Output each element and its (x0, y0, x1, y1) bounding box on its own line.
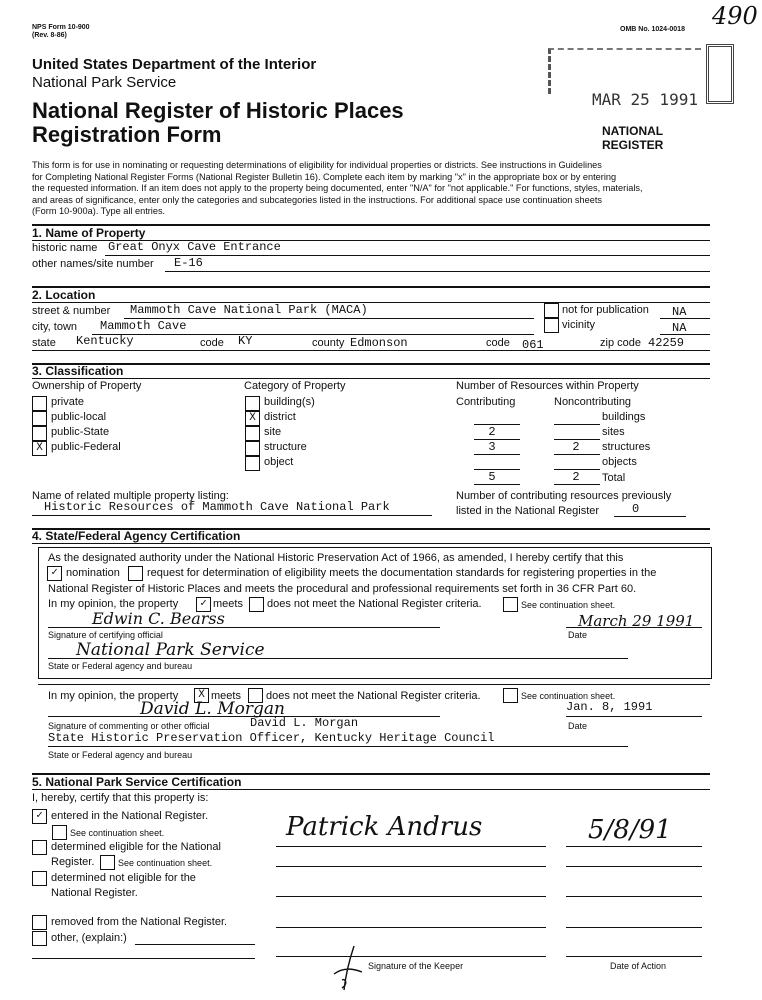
category-district-checkbox[interactable]: X (245, 411, 260, 426)
category-site-checkbox[interactable] (245, 426, 260, 441)
not-for-publication-checkbox[interactable] (544, 303, 559, 318)
nomination-checkbox[interactable]: ✓ (47, 566, 62, 581)
form-subtitle: Registration Form (32, 122, 222, 147)
vicinity-label: vicinity (562, 319, 596, 331)
section1-heading: 1. Name of Property (32, 226, 146, 240)
agency-label: State or Federal agency and bureau (48, 661, 193, 671)
rule (566, 866, 702, 867)
rule (32, 378, 710, 379)
date-label: Date (568, 721, 588, 731)
certifying-date: March 29 1991 (578, 612, 695, 630)
county-label: county (312, 337, 345, 349)
resource-label: buildings (602, 411, 646, 423)
vicinity-checkbox[interactable] (544, 318, 559, 333)
contributing-total[interactable]: 5 (488, 470, 496, 484)
stamp-bracket (706, 44, 734, 104)
state-code-field[interactable]: KY (238, 334, 253, 348)
rule (276, 866, 546, 867)
does-not-meet-label: does not meet the National Register criteria. (267, 598, 482, 610)
ownership-public-local-checkbox[interactable] (32, 411, 47, 426)
rule (48, 627, 440, 628)
section3-heading: 3. Classification (32, 364, 124, 378)
rule (566, 956, 702, 957)
continuation-label: See continuation sheet. (70, 828, 165, 838)
state-field[interactable]: Kentucky (76, 334, 134, 348)
multiple-listing-label: Name of related multiple property listing: (32, 490, 229, 502)
received-stamp-frame (548, 48, 701, 94)
rule (566, 627, 702, 628)
rule (474, 454, 520, 455)
continuation-label: See continuation sheet. (521, 600, 616, 610)
ownership-public-state-checkbox[interactable] (32, 426, 47, 441)
not-eligible-label-2: National Register. (51, 887, 138, 899)
rule (38, 684, 710, 685)
commenting-label: Signature of commenting or other official (48, 721, 210, 731)
request-checkbox[interactable] (128, 566, 143, 581)
form-title: National Register of Historic Places (32, 98, 404, 123)
not-eligible-checkbox[interactable] (32, 871, 47, 886)
rule (554, 454, 600, 455)
corner-mark: 490 (712, 2, 758, 30)
previously-listed-label: Number of contributing resources previously (456, 490, 672, 502)
instructions-line: for Completing National Register Forms (National Register Bulletin 16). Complete each item by marking "x" in the appropriate box or by entering (32, 171, 617, 182)
removed-label: removed from the National Register. (51, 916, 228, 928)
rule (92, 334, 534, 335)
category-object-label: object (264, 456, 294, 468)
does-not-meet-checkbox[interactable] (249, 597, 264, 612)
instructions (32, 160, 643, 218)
opinion2-not-meet-label: does not meet the National Register criteria. (266, 690, 481, 702)
rule (165, 271, 710, 272)
commenting-date[interactable]: Jan. 8, 1991 (566, 700, 653, 714)
omb-number: OMB No. 1024-0018 (620, 26, 685, 33)
ownership-public-federal-checkbox[interactable]: X (32, 441, 47, 456)
rule (32, 515, 432, 516)
category-building-label: building(s) (264, 396, 315, 408)
entered-continuation-checkbox[interactable] (52, 825, 67, 840)
vicinity-value[interactable]: NA (672, 321, 687, 335)
noncontributing-structures[interactable]: 2 (572, 440, 580, 454)
continuation-checkbox[interactable] (503, 597, 518, 612)
request-label: request for determination of eligibility meets the documentation standards for registering properties in the (147, 567, 657, 579)
category-district-label: district (264, 411, 296, 423)
ownership-private-checkbox[interactable] (32, 396, 47, 411)
keeper-signature-label: Signature of the Keeper (368, 961, 464, 971)
zip-field[interactable]: 42259 (648, 336, 685, 350)
contributing-label: Contributing (456, 396, 516, 408)
eligible-checkbox[interactable] (32, 840, 47, 855)
city-label: city, town (32, 321, 78, 333)
continuation-label: See continuation sheet. (118, 858, 213, 868)
section-divider (32, 286, 710, 288)
multiple-listing-field[interactable]: Historic Resources of Mammoth Cave National Park (44, 500, 390, 514)
county-field[interactable]: Edmonson (350, 336, 408, 350)
state-label: state (32, 337, 56, 349)
instructions-line: the requested information. If an item does not apply to the property being documented, enter "N/A" for "not applicable." For functions, styles, materials, (32, 183, 643, 194)
commenting-signature: David L. Morgan (140, 699, 285, 719)
opinion2-meets-label: meets (211, 690, 241, 702)
other-checkbox[interactable] (32, 931, 47, 946)
eligible-label: determined eligible for the National (51, 841, 221, 853)
certifying-signature: Edwin C. Bearss (92, 609, 225, 628)
rule (276, 846, 546, 847)
rule (614, 516, 686, 517)
previously-listed-field[interactable]: 0 (632, 502, 640, 516)
rule (48, 746, 628, 747)
rule (566, 927, 702, 928)
ownership-heading: Ownership of Property (32, 380, 142, 392)
historic-name-field[interactable]: Great Onyx Cave Entrance (108, 240, 281, 254)
zip-label: zip code (600, 337, 641, 349)
meets-label: meets (213, 598, 243, 610)
street-label: street & number (32, 305, 111, 317)
instructions-line: This form is for use in nominating or requesting determinations of eligibility for individual properties or districts. See instructions in Guidelines (32, 160, 602, 170)
section5-heading: 5. National Park Service Certification (32, 775, 242, 789)
resources-heading: Number of Resources within Property (456, 380, 639, 392)
rule (48, 658, 628, 659)
opinion-label: In my opinion, the property (48, 598, 179, 610)
certifying-signature-label: Signature of certifying official (48, 630, 163, 640)
ownership-private-label: private (51, 396, 85, 408)
eligible-label-2: Register. (51, 856, 95, 868)
not-for-publication-value[interactable]: NA (672, 305, 687, 319)
entered-label: entered in the National Register. (51, 810, 209, 822)
ownership-public-state-label: public-State (51, 426, 110, 438)
contributing-structures[interactable]: 3 (488, 440, 496, 454)
rule (566, 716, 702, 717)
resource-label: Total (602, 472, 626, 484)
previously-listed-label: listed in the National Register (456, 505, 600, 517)
eligible-continuation-checkbox[interactable] (100, 855, 115, 870)
stamp-national: NATIONAL (602, 124, 664, 138)
resource-label: objects (602, 456, 637, 468)
opinion2-label: In my opinion, the property (48, 690, 179, 702)
resource-label: structures (602, 441, 651, 453)
instructions-line: (Form 10-900a). Type all entries. (32, 206, 166, 217)
rule (660, 334, 710, 335)
rule (276, 956, 546, 957)
keeper-initial-mark (328, 944, 368, 994)
section2-heading: 2. Location (32, 288, 96, 302)
city-field[interactable]: Mammoth Cave (100, 319, 187, 333)
county-code-field[interactable]: 061 (522, 338, 544, 352)
removed-checkbox[interactable] (32, 915, 47, 930)
continuation-label: See continuation sheet. (521, 691, 616, 701)
rule (276, 896, 546, 897)
historic-name-label: historic name (32, 242, 98, 254)
rule (32, 543, 710, 544)
not-eligible-label: determined not eligible for the (51, 872, 196, 884)
opinion2-meets-checkbox[interactable]: X (194, 688, 209, 703)
ownership-public-local-label: public-local (51, 411, 107, 423)
stamp-register: REGISTER (602, 138, 664, 152)
keeper-date: 5/8/91 (588, 815, 672, 845)
certification-text: As the designated authority under the National Historic Preservation Act of 1966, as amended, I hereby certify that this (48, 552, 624, 564)
rule (48, 716, 440, 717)
county-code-label: code (486, 337, 510, 349)
contributing-sites[interactable]: 2 (488, 425, 496, 439)
instructions-line: and areas of significance, enter only the categories and subcategories listed in the instructions. For additional space use continuation sheets (32, 194, 602, 205)
rule (474, 484, 520, 485)
street-field[interactable]: Mammoth Cave National Park (MACA) (130, 303, 368, 317)
date-label: Date (568, 630, 588, 640)
other-names-label: other names/site number (32, 258, 154, 270)
service-name: National Park Service (32, 74, 177, 91)
form-number: NPS Form 10-900 (32, 24, 90, 31)
agency-label: State or Federal agency and bureau (48, 750, 193, 760)
noncontributing-label: Noncontributing (554, 396, 632, 408)
section4-heading: 4. State/Federal Agency Certification (32, 529, 241, 543)
meets-checkbox[interactable]: ✓ (196, 597, 211, 612)
date-of-action-label: Date of Action (610, 961, 667, 971)
rule (32, 958, 255, 959)
section-divider (32, 363, 710, 365)
commenting-agency[interactable]: State Historic Preservation Officer, Kentucky Heritage Council (48, 731, 495, 745)
commenting-name[interactable]: David L. Morgan (250, 716, 359, 730)
rule (276, 927, 546, 928)
category-heading: Category of Property (244, 380, 346, 392)
entered-checkbox[interactable]: ✓ (32, 809, 47, 824)
category-structure-label: structure (264, 441, 307, 453)
form-revision: (Rev. 8-86) (32, 32, 67, 39)
other-names-field[interactable]: E-16 (174, 256, 203, 270)
noncontributing-total[interactable]: 2 (572, 470, 580, 484)
rule (135, 944, 255, 945)
other-label: other, (explain:) (51, 932, 127, 944)
category-object-checkbox[interactable] (245, 456, 260, 471)
department-name: United States Department of the Interior (32, 56, 317, 73)
rule (566, 896, 702, 897)
opinion2-continuation-checkbox[interactable] (503, 688, 518, 703)
agency-handwritten: National Park Service (76, 640, 265, 660)
rule (554, 484, 600, 485)
category-structure-checkbox[interactable] (245, 441, 260, 456)
keeper-signature: Patrick Andrus (286, 812, 483, 842)
state-code-label: code (200, 337, 224, 349)
received-stamp-date: MAR 25 1991 (592, 90, 698, 109)
rule (32, 350, 710, 351)
not-for-publication-label: not for publication (562, 304, 649, 316)
rule (660, 318, 710, 319)
rule (32, 789, 710, 790)
rule (566, 846, 702, 847)
nps-cert-intro: I, hereby, certify that this property is: (32, 792, 209, 804)
rule (554, 424, 600, 425)
ownership-public-federal-label: public-Federal (51, 441, 121, 453)
nomination-label: nomination (66, 567, 120, 579)
category-building-checkbox[interactable] (245, 396, 260, 411)
resource-label: sites (602, 426, 625, 438)
category-site-label: site (264, 426, 282, 438)
certification-text: National Register of Historic Places and meets the procedural and professional requirements set forth in 36 CFR Part 60. (48, 583, 637, 595)
